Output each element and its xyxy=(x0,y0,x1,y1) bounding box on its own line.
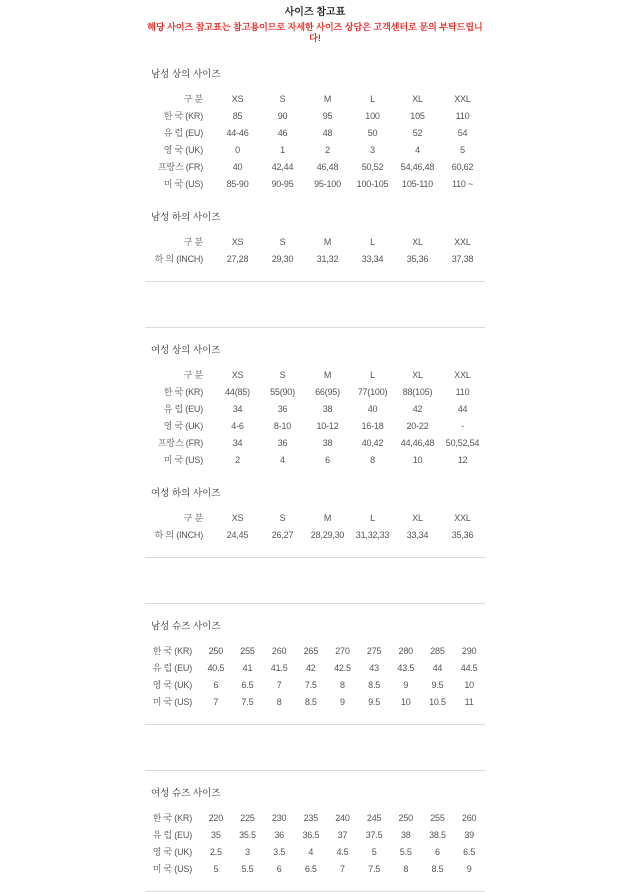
size-table-clothes xyxy=(145,367,485,469)
size-reference-page xyxy=(145,0,485,892)
size-column-header: S xyxy=(279,237,286,247)
size-column-header: XXL xyxy=(454,237,471,247)
size-value: 9 xyxy=(466,864,472,874)
size-value: 28,29,30 xyxy=(310,530,345,540)
size-value: 20-22 xyxy=(406,421,429,431)
size-value: 29,30 xyxy=(271,254,294,264)
table-row xyxy=(145,159,485,176)
row-label: 프랑스 (FR) xyxy=(158,162,203,172)
size-value: 8 xyxy=(403,864,409,874)
row-label: 하 의 (INCH) xyxy=(154,530,203,540)
row-label: 영 국 (UK) xyxy=(152,680,192,690)
mens-shoe-sizes xyxy=(145,603,485,725)
size-value: 34 xyxy=(232,404,243,414)
size-column-header: M xyxy=(323,237,332,247)
size-column-header: XL xyxy=(412,513,423,523)
size-value: 6 xyxy=(325,455,330,465)
size-value: 40 xyxy=(367,404,378,414)
table-header-row xyxy=(145,367,485,384)
table-title: 남성 상의 사이즈 xyxy=(151,69,221,80)
size-value: 50 xyxy=(367,128,378,138)
size-value: 42 xyxy=(305,663,316,673)
row-label: 유 럽 (EU) xyxy=(152,663,192,673)
table-row xyxy=(145,251,485,268)
table-row xyxy=(145,810,485,827)
size-value: 7 xyxy=(213,697,219,707)
row-label: 유 럽 (EU) xyxy=(163,404,203,414)
row-label: 한 국 (KR) xyxy=(152,646,192,656)
size-value: 10 xyxy=(464,680,474,690)
size-column-header: XL xyxy=(412,94,423,104)
size-value: 4.5 xyxy=(336,847,349,857)
size-value: 6.5 xyxy=(241,680,254,690)
size-value: 37 xyxy=(337,830,348,840)
row-label: 유 럽 (EU) xyxy=(152,830,192,840)
size-column-header: L xyxy=(370,370,375,380)
size-value: 54,46,48 xyxy=(400,162,435,172)
size-value: 36.5 xyxy=(302,830,320,840)
table-row xyxy=(145,861,485,878)
size-value: 9 xyxy=(403,680,409,690)
page-title: 사이즈 참고표 xyxy=(284,7,346,18)
table-row xyxy=(145,677,485,694)
table-header-row xyxy=(145,234,485,251)
size-value: 100-105 xyxy=(356,179,389,189)
size-value: 77(100) xyxy=(357,387,388,397)
size-value: 225 xyxy=(240,813,255,823)
table-title: 여성 슈즈 사이즈 xyxy=(151,788,221,799)
size-column-header: XS xyxy=(231,94,244,104)
size-value: 6.5 xyxy=(463,847,476,857)
size-value: 39 xyxy=(464,830,474,840)
size-column-header: XS xyxy=(231,237,244,247)
size-value: 9 xyxy=(340,697,345,707)
size-value: 270 xyxy=(335,646,350,656)
size-value: 7 xyxy=(276,680,282,690)
size-value: 4 xyxy=(280,455,285,465)
mens-clothing-sizes xyxy=(145,52,485,282)
size-value: 44,46,48 xyxy=(400,438,435,448)
size-value: 40 xyxy=(232,162,243,172)
size-value: 8.5 xyxy=(304,697,317,707)
size-column-header: XXL xyxy=(454,94,471,104)
table-row xyxy=(145,418,485,435)
size-value: 46,48 xyxy=(316,162,339,172)
table-row xyxy=(145,527,485,544)
size-value: 66(95) xyxy=(315,387,340,397)
size-value: 2.5 xyxy=(209,847,222,857)
table-title: 여성 상의 사이즈 xyxy=(151,345,221,356)
size-column-header: L xyxy=(370,94,375,104)
size-column-header: S xyxy=(279,94,286,104)
size-value: 42.5 xyxy=(334,663,351,673)
table-row xyxy=(145,694,485,711)
size-value: 6 xyxy=(213,680,219,690)
size-value: 110 xyxy=(455,111,470,121)
size-column-header: L xyxy=(370,513,375,523)
size-value: 85-90 xyxy=(226,179,249,189)
size-value: 7 xyxy=(340,864,345,874)
size-value: 36 xyxy=(277,438,288,448)
size-notice-text: 해당 사이즈 참고표는 참고용이므로 자세한 사이즈 상담은 고객센터로 문의 부탁드립니다! xyxy=(147,22,483,43)
size-value: 10-12 xyxy=(316,421,339,431)
table-header-row xyxy=(145,510,485,527)
size-column-header: XS xyxy=(231,370,244,380)
size-value: 54 xyxy=(457,128,468,138)
size-value: 40.5 xyxy=(207,663,225,673)
table-title: 여성 하의 사이즈 xyxy=(151,488,221,499)
size-value: 275 xyxy=(366,646,382,656)
size-column-header: S xyxy=(279,513,286,523)
size-value: 235 xyxy=(303,813,318,823)
size-table-clothes xyxy=(145,91,485,193)
size-value: 38 xyxy=(322,438,333,448)
table-title: 남성 하의 사이즈 xyxy=(151,212,221,223)
size-column-header: M xyxy=(323,94,332,104)
size-value: 36 xyxy=(274,830,284,840)
table-row xyxy=(145,176,485,193)
size-value: 36 xyxy=(277,404,288,414)
size-value: 8 xyxy=(340,680,345,690)
row-label: 미 국 (US) xyxy=(152,697,192,707)
size-value: 38 xyxy=(400,830,411,840)
size-value: - xyxy=(461,421,464,431)
size-value: 31,32 xyxy=(316,254,339,264)
size-value: 35,36 xyxy=(406,254,429,264)
size-value: 110 xyxy=(455,387,470,397)
size-value: 90 xyxy=(277,111,288,121)
size-value: 250 xyxy=(398,813,413,823)
row-label: 미 국 (US) xyxy=(152,864,192,874)
size-value: 8.5 xyxy=(431,864,444,874)
size-value: 110 ~ xyxy=(451,179,474,189)
size-value: 12 xyxy=(457,455,468,465)
table-row xyxy=(145,660,485,677)
size-value: 5.5 xyxy=(399,847,412,857)
size-value: 5 xyxy=(460,145,465,155)
size-value: 8.5 xyxy=(368,680,381,690)
table-row xyxy=(145,142,485,159)
size-value: 44 xyxy=(432,663,443,673)
row-label: 하 의 (INCH) xyxy=(154,254,203,264)
size-value: 4-6 xyxy=(231,421,244,431)
table-row xyxy=(145,827,485,844)
table-row xyxy=(145,643,485,660)
size-value: 27,28 xyxy=(226,254,249,264)
size-value: 95 xyxy=(322,111,333,121)
size-value: 44.5 xyxy=(460,663,478,673)
column-header-label: 구 분 xyxy=(183,513,203,523)
size-column-header: L xyxy=(370,237,375,247)
size-value: 105-110 xyxy=(402,179,433,189)
column-header-label: 구 분 xyxy=(183,370,203,380)
size-column-header: M xyxy=(323,370,332,380)
size-value: 220 xyxy=(208,813,224,823)
size-value: 9.5 xyxy=(368,697,381,707)
size-column-header: XXL xyxy=(454,370,471,380)
column-header-label: 구 분 xyxy=(183,237,203,247)
size-value: 55(90) xyxy=(270,387,295,397)
size-value: 2 xyxy=(325,145,330,155)
size-table-clothes xyxy=(145,510,485,544)
row-label: 유 럽 (EU) xyxy=(163,128,203,138)
size-value: 33,34 xyxy=(361,254,384,264)
size-value: 245 xyxy=(366,813,382,823)
size-value: 40,42 xyxy=(361,438,384,448)
size-value: 37.5 xyxy=(365,830,383,840)
table-row xyxy=(145,452,485,469)
size-value: 46 xyxy=(277,128,288,138)
size-value: 8 xyxy=(276,697,282,707)
size-value: 250 xyxy=(208,646,224,656)
size-value: 260 xyxy=(271,646,287,656)
size-value: 10.5 xyxy=(429,697,446,707)
size-value: 95-100 xyxy=(314,179,341,189)
size-value: 285 xyxy=(430,646,445,656)
size-value: 10 xyxy=(412,455,423,465)
size-value: 44 xyxy=(457,404,468,414)
size-value: 265 xyxy=(303,646,318,656)
row-label: 미 국 (US) xyxy=(163,455,203,465)
size-value: 50,52,54 xyxy=(445,438,480,448)
size-value: 90-95 xyxy=(271,179,294,189)
size-value: 6 xyxy=(276,864,282,874)
size-value: 9.5 xyxy=(431,680,444,690)
size-value: 1 xyxy=(280,145,285,155)
womens-clothing-sizes xyxy=(145,327,485,558)
row-label: 한 국 (KR) xyxy=(163,111,203,121)
size-value: 37,38 xyxy=(451,254,474,264)
table-row xyxy=(145,125,485,142)
size-value: 16-18 xyxy=(361,421,384,431)
row-label: 영 국 (UK) xyxy=(152,847,192,857)
size-value: 10 xyxy=(400,697,411,707)
size-value: 5.5 xyxy=(241,864,254,874)
size-value: 105 xyxy=(410,111,425,121)
size-value: 52 xyxy=(412,128,423,138)
size-value: 34 xyxy=(232,438,243,448)
size-column-header: XXL xyxy=(454,513,471,523)
size-value: 41.5 xyxy=(270,663,288,673)
size-column-header: XL xyxy=(412,237,423,247)
page-header xyxy=(145,0,485,52)
table-row xyxy=(145,108,485,125)
table-row xyxy=(145,384,485,401)
size-value: 26,27 xyxy=(271,530,294,540)
size-value: 5 xyxy=(213,864,219,874)
size-value: 280 xyxy=(398,646,413,656)
table-header-row xyxy=(145,91,485,108)
size-column-header: XS xyxy=(231,513,244,523)
size-value: 8 xyxy=(370,455,375,465)
size-value: 7.5 xyxy=(368,864,381,874)
table-row xyxy=(145,401,485,418)
size-value: 6.5 xyxy=(304,864,317,874)
size-value: 6 xyxy=(435,847,440,857)
size-value: 3 xyxy=(370,145,375,155)
row-label: 영 국 (UK) xyxy=(163,145,203,155)
row-label: 한 국 (KR) xyxy=(163,387,203,397)
size-value: 31,32,33 xyxy=(355,530,390,540)
size-table-shoes xyxy=(145,810,485,878)
size-value: 11 xyxy=(464,697,474,707)
size-value: 35,36 xyxy=(451,530,474,540)
size-value: 240 xyxy=(335,813,350,823)
size-value: 88(105) xyxy=(402,387,433,397)
size-column-header: M xyxy=(323,513,332,523)
size-value: 35.5 xyxy=(239,830,256,840)
size-value: 7.5 xyxy=(304,680,317,690)
size-value: 41 xyxy=(242,663,253,673)
size-value: 38 xyxy=(322,404,333,414)
size-value: 0 xyxy=(235,145,240,155)
size-value: 42 xyxy=(412,404,423,414)
row-label: 한 국 (KR) xyxy=(152,813,192,823)
size-value: 38.5 xyxy=(429,830,446,840)
size-value: 35 xyxy=(211,830,221,840)
size-value: 260 xyxy=(461,813,477,823)
table-title: 남성 슈즈 사이즈 xyxy=(151,621,221,632)
size-value: 60,62 xyxy=(451,162,474,172)
size-column-header: S xyxy=(279,370,286,380)
size-value: 42,44 xyxy=(271,162,294,172)
size-value: 255 xyxy=(240,646,255,656)
table-row xyxy=(145,435,485,452)
size-sections xyxy=(145,52,485,892)
size-value: 33,34 xyxy=(406,530,429,540)
size-value: 85 xyxy=(232,111,243,121)
size-value: 7.5 xyxy=(241,697,254,707)
column-header-label: 구 분 xyxy=(183,94,203,104)
size-table-clothes xyxy=(145,234,485,268)
size-value: 5 xyxy=(371,847,377,857)
size-value: 50,52 xyxy=(361,162,384,172)
size-value: 2 xyxy=(235,455,240,465)
size-column-header: XL xyxy=(412,370,423,380)
size-value: 3 xyxy=(245,847,250,857)
size-value: 230 xyxy=(271,813,287,823)
size-value: 4 xyxy=(308,847,314,857)
row-label: 영 국 (UK) xyxy=(163,421,203,431)
size-value: 4 xyxy=(415,145,420,155)
size-value: 44-46 xyxy=(226,128,249,138)
size-value: 255 xyxy=(430,813,445,823)
womens-shoe-sizes xyxy=(145,770,485,892)
size-value: 48 xyxy=(322,128,333,138)
table-row xyxy=(145,844,485,861)
row-label: 미 국 (US) xyxy=(163,179,203,189)
row-label: 프랑스 (FR) xyxy=(158,438,203,448)
size-value: 24,45 xyxy=(226,530,249,540)
size-value: 8-10 xyxy=(273,421,292,431)
size-value: 43.5 xyxy=(397,663,415,673)
size-value: 44(85) xyxy=(225,387,250,397)
size-value: 290 xyxy=(461,646,477,656)
size-value: 43 xyxy=(369,663,379,673)
size-value: 3.5 xyxy=(273,847,286,857)
size-value: 100 xyxy=(365,111,380,121)
size-table-shoes xyxy=(145,643,485,711)
